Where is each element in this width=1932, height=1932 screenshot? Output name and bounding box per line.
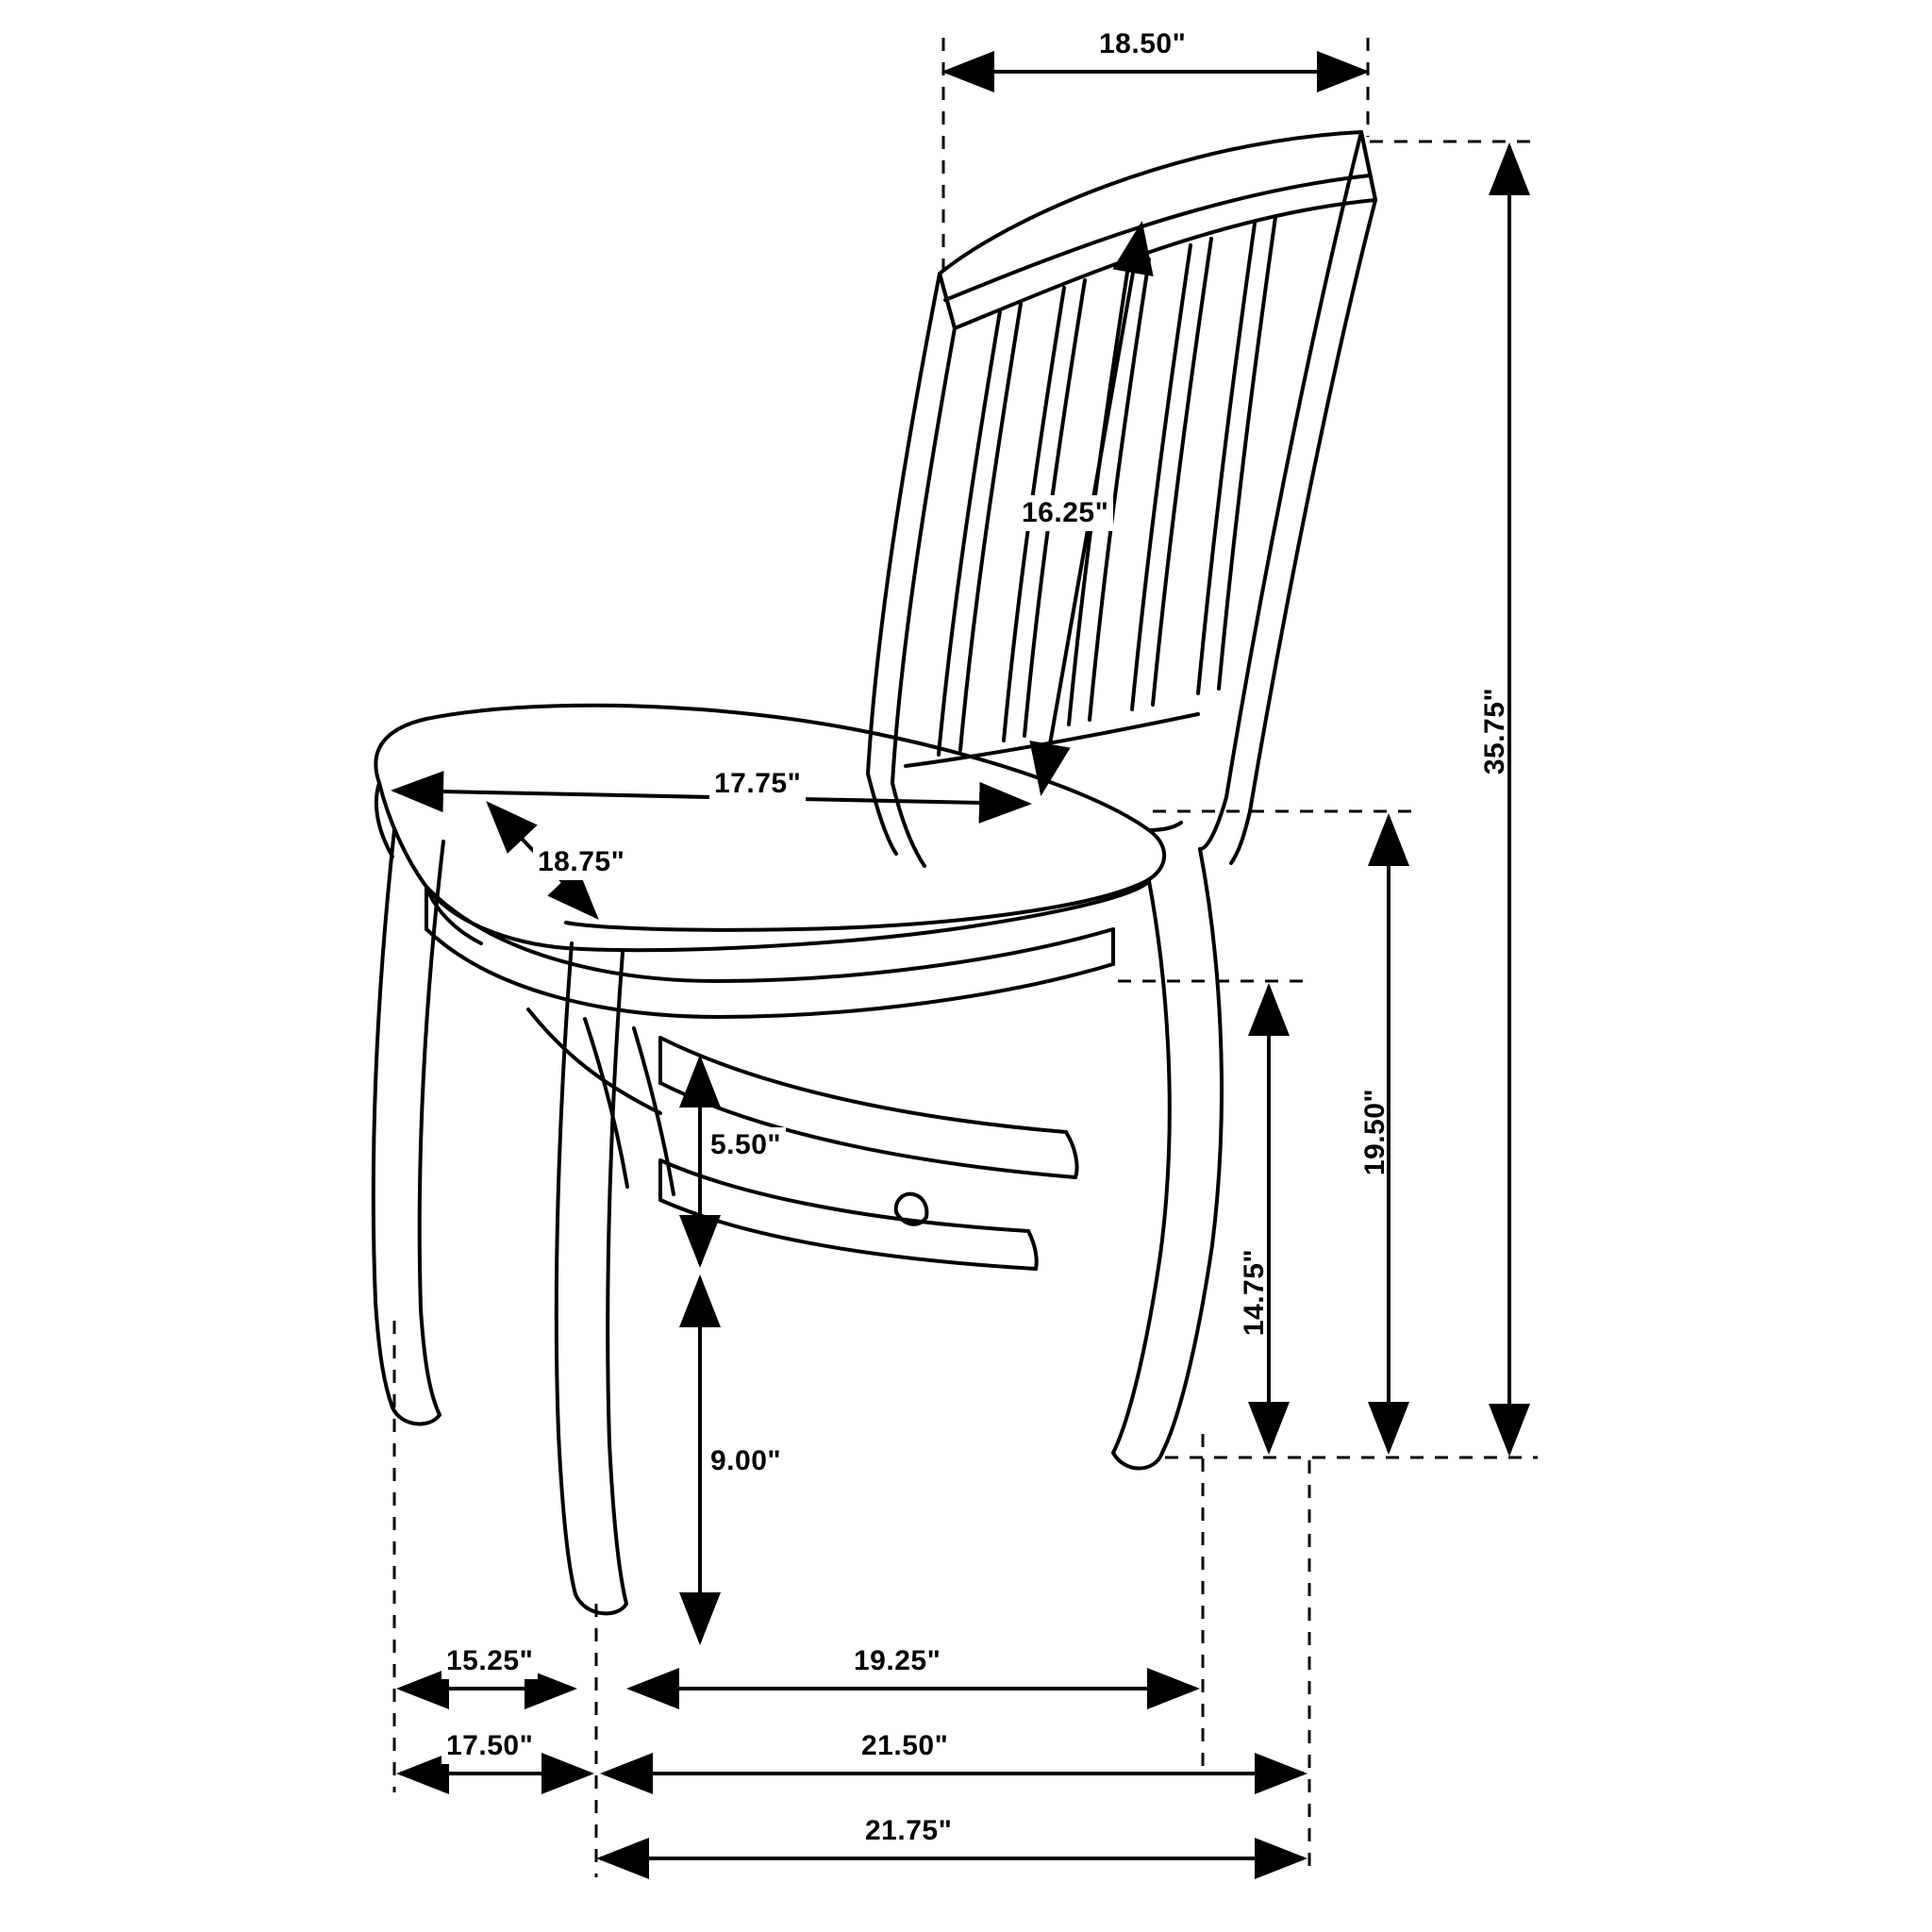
dimension-label-overall-height: 35.75" [1479,687,1510,775]
dimension-label-stretcher-gap: 5.50" [706,1127,786,1163]
dimension-label-front-leg-spread: 15.25" [441,1643,538,1679]
dimension-label-stretcher-height: 9.00" [706,1443,786,1479]
dimension-label-seat-depth: 18.75" [533,844,629,880]
dimension-label-seat-width: 17.75" [709,766,806,802]
dimension-label-seat-clearance: 14.75" [1239,1248,1270,1337]
dimension-label-base-depth-right: 21.50" [857,1728,953,1764]
extension-lines [394,38,1538,1877]
dimension-label-back-width: 18.50" [1094,26,1191,62]
dimension-label-back-height: 16.25" [1017,495,1113,531]
dimension-label-seat-height: 19.50" [1359,1088,1391,1176]
chair-outline [374,132,1375,1613]
dimension-label-base-depth-left: 17.50" [441,1728,538,1764]
dimension-label-leg-depth: 19.25" [849,1643,945,1679]
dimension-label-overall-depth: 21.75" [860,1813,957,1849]
